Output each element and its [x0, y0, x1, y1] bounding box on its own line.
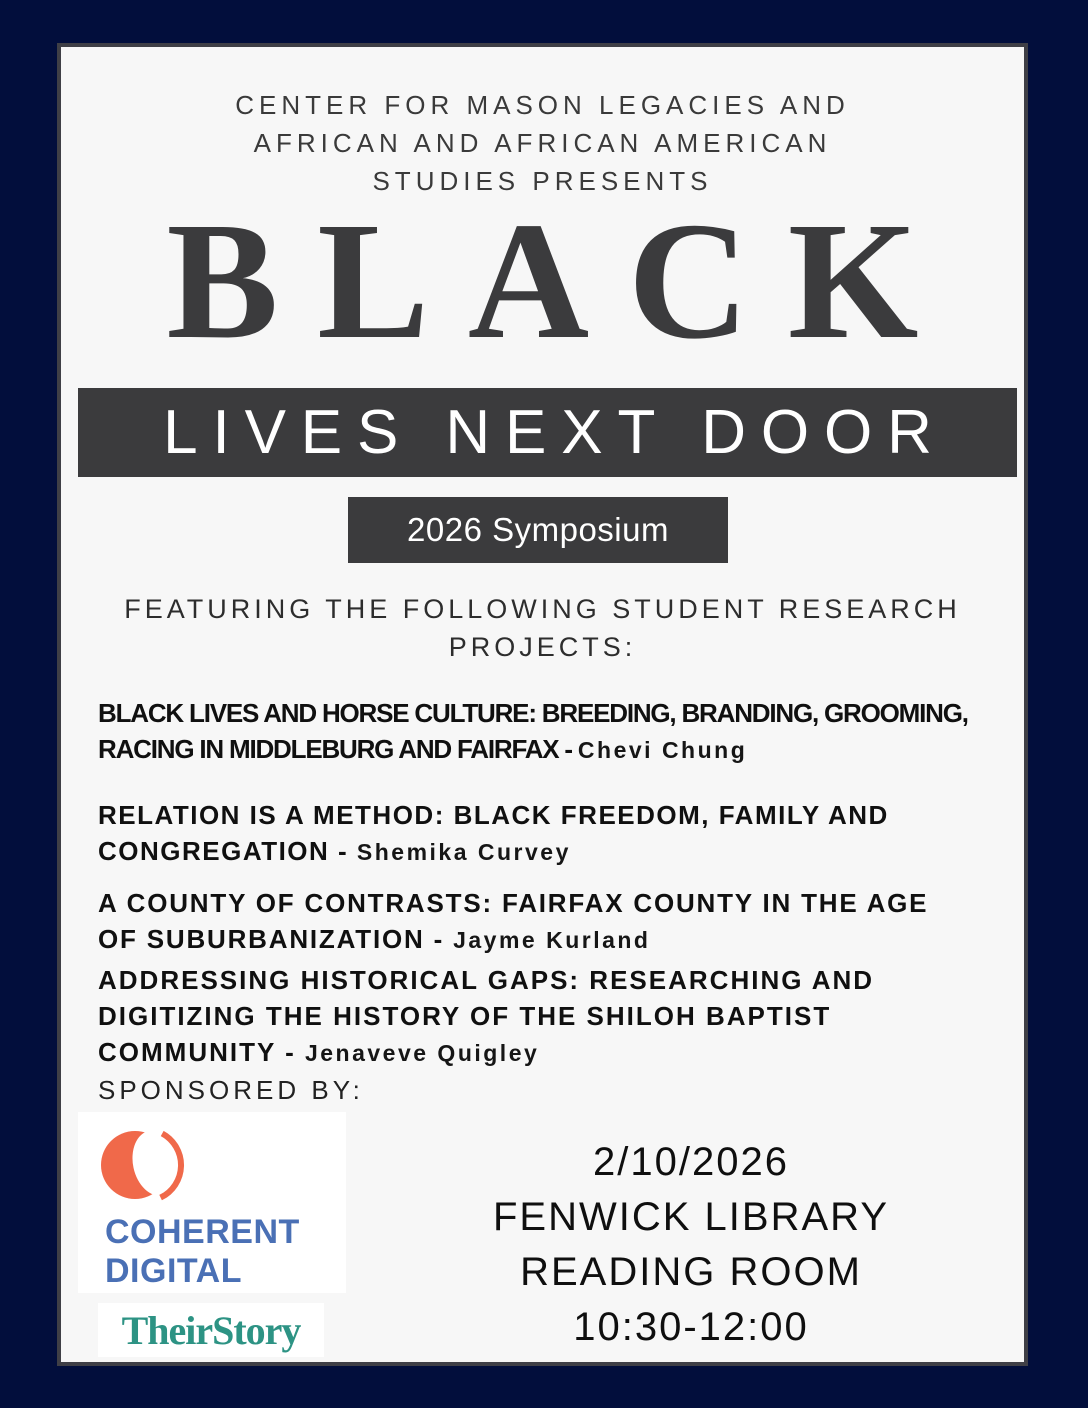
project-item — [98, 962, 888, 1071]
coherent-digital-logo-icon — [101, 1125, 193, 1209]
event-date: 2/10/2026 — [593, 1140, 789, 1184]
project-author: Jenaveve Quigley — [304, 1040, 540, 1066]
project-author: Jayme Kurland — [453, 927, 651, 953]
project-title: A COUNTY OF CONTRASTS: FAIRFAX COUNTY IN THE AGE OF SUBURBANIZATION - — [98, 888, 929, 954]
presenter-heading — [61, 86, 1024, 200]
event-venue: FENWICK LIBRARY — [493, 1195, 889, 1239]
coherent-word: COHERENT — [105, 1213, 300, 1251]
project-title: BLACK LIVES AND HORSE CULTURE: BREEDING, BRANDING, GROOMING, RACING IN MIDDLEBURG AND FAIRFAX - — [98, 698, 968, 764]
coherent-digital-wordmark — [105, 1213, 346, 1291]
coherent-digital-logo — [78, 1112, 346, 1293]
theirstory-wordmark: TheirStory — [121, 1307, 301, 1353]
featuring-heading — [61, 590, 1024, 666]
presenter-line: CENTER FOR MASON LEGACIES AND — [235, 90, 850, 120]
project-author: Shemika Curvey — [356, 839, 571, 865]
project-item — [98, 695, 1003, 768]
symposium-badge: 2026 Symposium — [348, 497, 728, 563]
project-item — [98, 797, 938, 870]
event-details — [391, 1135, 991, 1355]
title-banner: LIVES NEXT DOOR — [78, 388, 1017, 477]
project-title: ADDRESSING HISTORICAL GAPS: RESEARCHING AND DIGITIZING THE HISTORY OF THE SHILOH BAPTIST COMMUNITY - — [98, 965, 875, 1067]
main-title: BLACK — [166, 188, 958, 374]
project-title: RELATION IS A METHOD: BLACK FREEDOM, FAMILY AND CONGREGATION - — [98, 800, 889, 866]
digital-word: DIGITAL — [105, 1252, 242, 1290]
event-time: 10:30-12:00 — [573, 1305, 809, 1349]
theirstory-logo — [98, 1303, 324, 1357]
project-author: Chevi Chung — [577, 737, 748, 763]
featuring-line: FEATURING THE FOLLOWING STUDENT RESEARCH — [124, 594, 961, 624]
presenter-line: AFRICAN AND AFRICAN AMERICAN — [253, 128, 832, 158]
featuring-line: PROJECTS: — [448, 632, 637, 662]
presenter-line: STUDIES PRESENTS — [372, 166, 713, 196]
sponsored-by-label: SPONSORED BY: — [98, 1075, 364, 1105]
event-room: READING ROOM — [520, 1250, 862, 1294]
project-item — [98, 885, 958, 958]
poster-sheet — [57, 43, 1028, 1366]
